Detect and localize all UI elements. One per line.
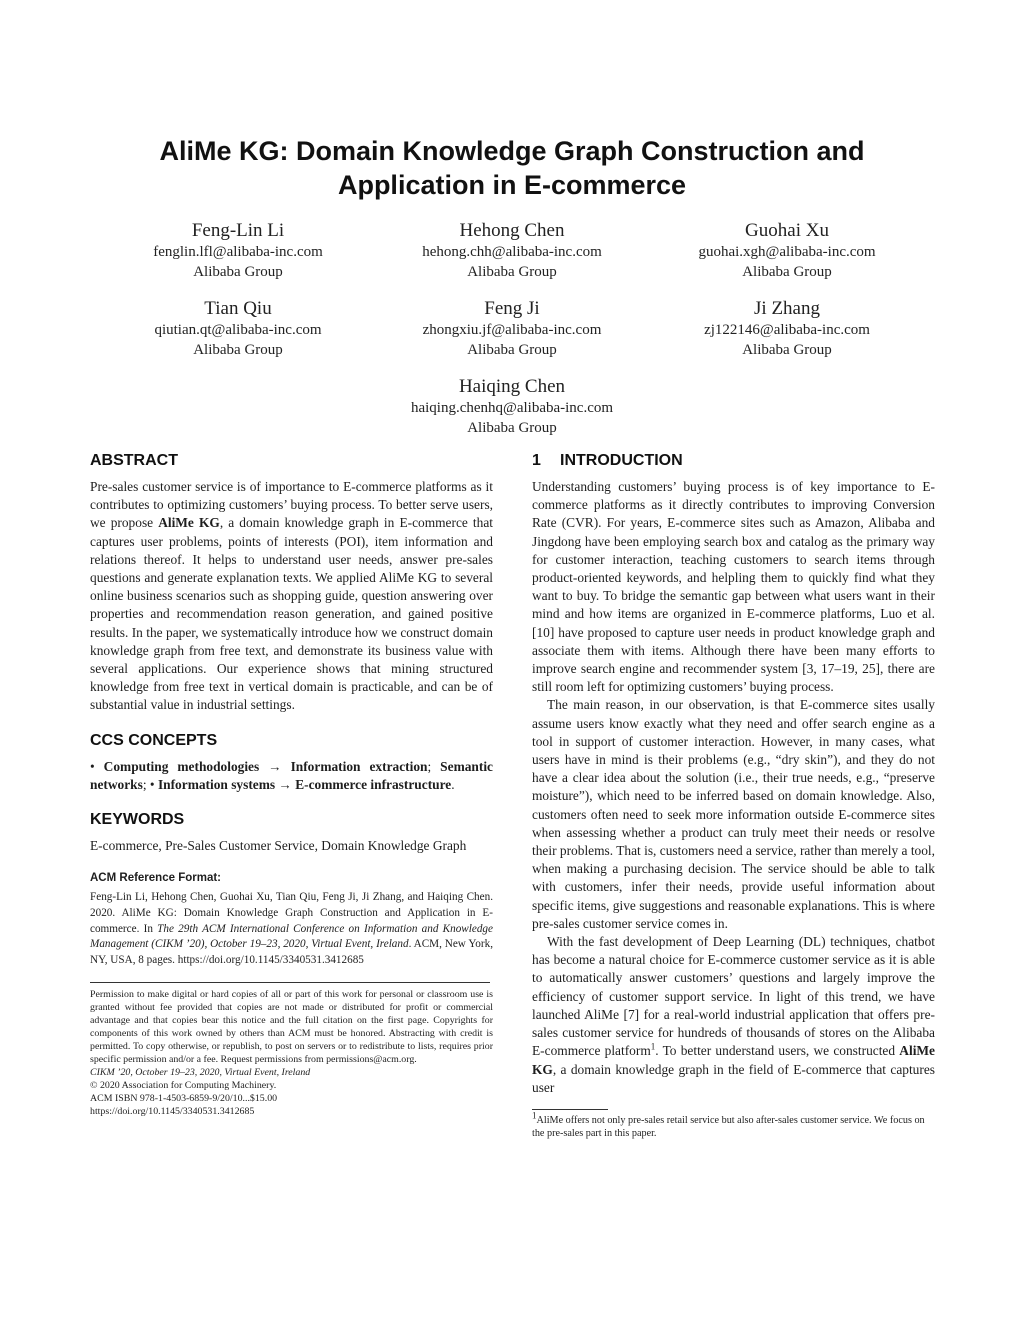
author-affiliation: Alibaba Group xyxy=(193,342,283,358)
author-affiliation: Alibaba Group xyxy=(193,264,283,280)
author-block xyxy=(637,298,937,360)
footnote xyxy=(532,1110,935,1141)
author-block xyxy=(88,220,388,282)
author-affiliation: Alibaba Group xyxy=(467,420,557,436)
author-name: Hehong Chen xyxy=(459,220,565,241)
author-affiliation: Alibaba Group xyxy=(742,342,832,358)
footnote-ref[interactable]: 1 xyxy=(650,1041,656,1052)
ccs-term: Information systems xyxy=(157,776,276,792)
author-affiliation: Alibaba Group xyxy=(742,264,832,280)
paper-title-line-1: AliMe KG: Domain Knowledge Graph Construction and xyxy=(159,136,865,166)
acm-reference-text xyxy=(90,890,493,968)
intro-paragraph-part: With the fast development of Deep Learning (DL) techniques, chatbot has become a natural choice for E-commerce customer service as it is able to automatically answer customers’ questions and largely improve the efficiency of customer support service. In light of this trend, we have launched AliMe [7] for a real-world industrial application that offers pre-sales customer service for hundreds of thousands of stores on the Alibaba E-commerce platform xyxy=(532,934,935,1059)
author-name: Feng-Lin Li xyxy=(191,220,285,241)
permission-divider xyxy=(90,982,490,983)
footnote-mark: 1 xyxy=(532,1110,537,1121)
abstract-text xyxy=(90,478,493,715)
permission-venue xyxy=(90,1067,493,1080)
author-email[interactable]: qiutian.qt@alibaba-inc.com xyxy=(154,322,322,338)
acm-reference-part[interactable]: . ACM, New York, NY, USA, 8 pages. https://doi.org/10.1145/3340531.3412685 xyxy=(90,938,493,966)
keywords-text: E-commerce, Pre-Sales Customer Service, Domain Knowledge Graph xyxy=(90,838,467,854)
abstract-heading: ABSTRACT xyxy=(90,452,178,469)
author-block xyxy=(88,298,388,360)
acm-reference-venue: The 29th ACM International Conference on Information and Knowledge Management (CIKM ’20), October 19–23, 2020, Virtual Event, Ireland xyxy=(90,922,493,951)
right-column xyxy=(532,450,935,1141)
footnote-text: AliMe offers not only pre-sales retail service but also after-sales customer service. We focus on the pre-sales part in this paper. xyxy=(532,1114,925,1140)
keywords-heading: KEYWORDS xyxy=(90,811,185,829)
ccs-separator: ; • xyxy=(142,776,158,792)
isbn-line: ACM ISBN 978-1-4503-6859-9/20/10...$15.00 xyxy=(90,1092,278,1104)
ccs-concepts xyxy=(90,758,493,794)
author-email[interactable]: fenglin.lfl@alibaba-inc.com xyxy=(153,244,323,260)
introduction-heading xyxy=(532,450,935,472)
intro-paragraph-2: The main reason, in our observation, is that E-commerce sites usally assume users know exactly what they need and offer search engine as a tool in support of customer interaction. However, in many cases, what users have in mind is their problems (e.g., “dry skin”), and they do not have a clear idea about the solution (i.e., their true needs, e.g., “preserve moisture”), which need to be inferred based on domain knowledge. Also, customers often need to seek more information outside E-commerce sites when assessing whether a product can truly meet their needs or resolve their problems. That is, customers need a service, rather than merely a tool, when making a purchasing decision. The service should be able to talk with customers, infer their needs, provide useful information about specific items, give suggestions and reasonable explanations. This is where pre-sales customer service comes in. xyxy=(532,697,935,931)
ccs-term: E-commerce infrastructure xyxy=(295,776,452,792)
doi-link[interactable]: https://doi.org/10.1145/3340531.3412685 xyxy=(90,1105,255,1117)
author-block xyxy=(362,376,662,438)
section-title: INTRODUCTION xyxy=(560,452,683,469)
ccs-bullet: • xyxy=(90,758,104,774)
author-name: Feng Ji xyxy=(484,298,540,319)
author-email[interactable]: guohai.xgh@alibaba-inc.com xyxy=(698,244,876,260)
author-affiliation: Alibaba Group xyxy=(467,264,557,280)
author-email[interactable]: zhongxiu.jf@alibaba-inc.com xyxy=(422,322,602,338)
author-name: Haiqing Chen xyxy=(458,376,566,397)
author-block xyxy=(362,298,662,360)
abstract-system-name: AliMe KG xyxy=(158,515,220,531)
acm-reference-heading: ACM Reference Format: xyxy=(90,872,221,885)
intro-paragraph-part: . To better understand users, we constructed xyxy=(655,1043,900,1059)
author-email[interactable]: haiqing.chenhq@alibaba-inc.com xyxy=(410,400,614,416)
ccs-separator: ; xyxy=(427,758,441,774)
author-name: Guohai Xu xyxy=(745,220,829,241)
author-email[interactable]: zj122146@alibaba-inc.com xyxy=(704,322,870,338)
section-number: 1 xyxy=(532,452,541,469)
abstract-text-part: , a domain knowledge graph in E-commerce that captures user problems, points of interests (POI), item information and relations thereof. It helps to understand user needs, answer pre-sales questions and generate explanation texts. We applied AliMe KG to several online business scenarios such as shopping guide, question answering over properties and recommendation reason generation, and gained positive results. In the paper, we systematically introduce how we construct domain knowledge graph from free text, and demonstrate its business value with several applications. Our experience shows that mining structured knowledge from free text in vertical domain is practicable, and can be of substantial value in industrial settings. xyxy=(90,515,494,713)
left-column xyxy=(90,450,493,1118)
paper-title xyxy=(90,134,934,202)
intro-paragraph-part: , a domain knowledge graph in the field of E-commerce that captures user xyxy=(532,1061,935,1095)
ccs-end: . xyxy=(451,776,455,792)
author-affiliation: Alibaba Group xyxy=(467,342,557,358)
ccs-term: Computing methodologies xyxy=(103,758,260,774)
permission-venue-text: CIKM ’20, October 19–23, 2020, Virtual Event, Ireland xyxy=(90,1066,311,1078)
intro-paragraph-1: Understanding customers’ buying process is of key importance to E-commerce platforms as it directly contributes to improving Conversion Rate (CVR). For years, E-commerce sites such as Amazon, Alibaba and Jingdong have been employing search box and catalog as the primary way for customer interaction, teaching customers to search items through product-oriented keywords, and helpling them to quickly find what they want to buy. To bridge the semantic gap between what users want in their mind and how items are organized in E-commerce platforms, Luo et al. [10] have proposed to capture user needs in product knowledge graph and associate them with items. Although there have been many efforts to improve search engine and recommender system [3, 17–19, 25], there are still room left for optimizing customers’ buying process. xyxy=(532,479,935,695)
author-email[interactable]: hehong.chh@alibaba-inc.com xyxy=(422,244,602,260)
intro-paragraph-3 xyxy=(532,933,935,1097)
ccs-heading: CCS CONCEPTS xyxy=(90,731,218,749)
abstract-text-part: Pre-sales customer service is of importance to E-commerce platforms as it contributes to optimizing customers’ buying process. To better serve users, we propose xyxy=(90,479,493,531)
author-name: Tian Qiu xyxy=(204,298,272,319)
author-name: Ji Zhang xyxy=(754,298,820,319)
ccs-term: Information extraction xyxy=(290,758,428,774)
copyright-line: © 2020 Association for Computing Machinery. xyxy=(90,1079,277,1091)
acm-reference-part: Feng-Lin Li, Hehong Chen, Guohai Xu, Tian Qiu, Feng Ji, Ji Zhang, and Haiqing Chen. 2020. AliMe KG: Domain Knowledge Graph Construction and Application in E-commerce. In xyxy=(90,891,493,935)
ccs-term: Semantic networks xyxy=(90,758,493,792)
ccs-arrow: → xyxy=(275,776,296,792)
footnote-divider xyxy=(532,1109,608,1110)
author-block xyxy=(362,220,662,282)
permission-notice: Permission to make digital or hard copies of all or part of this work for personal or classroom use is granted without fee provided that copies are not made or distributed for profit or commercial advantage and that copies bear this notice and the full citation on the first page. Copyrights for components of this work owned by others than ACM must be honored. Abstracting with credit is permitted. To copy otherwise, or republish, to post on servers or to redistribute to lists, requires prior specific permission and/or a fee. Request permissions from permissions@acm.org. xyxy=(90,989,493,1065)
intro-system-name: AliMe KG xyxy=(532,1043,935,1077)
ccs-arrow: → xyxy=(259,758,291,774)
author-block xyxy=(637,220,937,282)
paper-title-line-2: Application in E-commerce xyxy=(337,170,687,200)
